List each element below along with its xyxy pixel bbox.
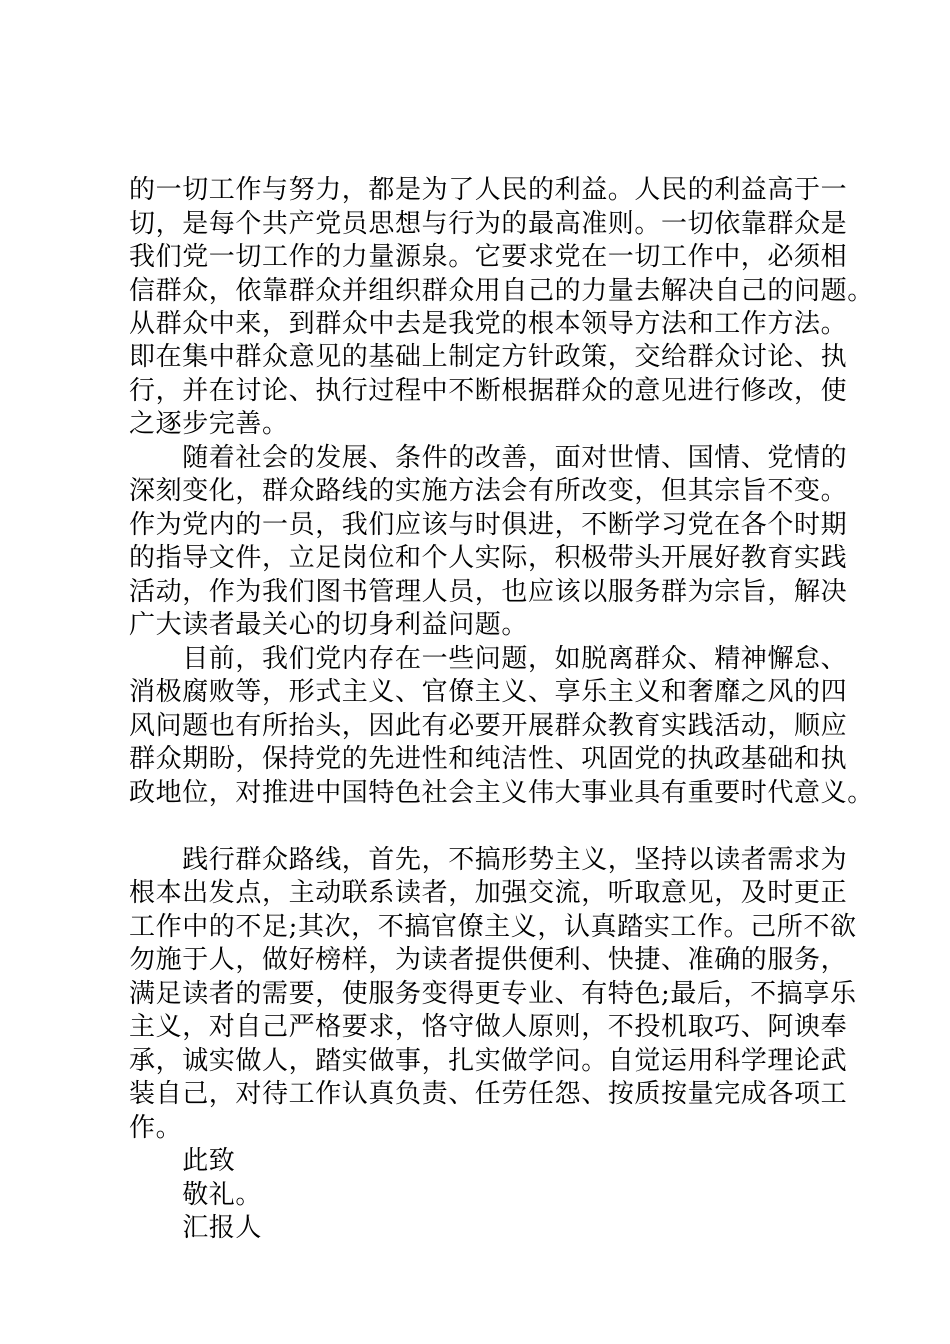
body-text-line: 群众期盼，保持党的先进性和纯洁性、巩固党的执政基础和执	[129, 744, 848, 774]
body-text-line: 作。	[129, 1113, 183, 1143]
body-text-line: 的指导文件，立足岗位和个人实际，积极带头开展好教育实践	[129, 543, 848, 573]
body-text-line: 满足读者的需要，使服务变得更专业、有特色;最后，不搞享乐	[129, 979, 857, 1009]
body-text-line: 主义，对自己严格要求，恪守做人原则，不投机取巧、阿谀奉	[129, 1012, 848, 1042]
closing-greeting: 敬礼。	[129, 1180, 263, 1210]
body-text-line: 信群众，依靠群众并组织群众用自己的力量去解决自己的问题。	[129, 276, 874, 306]
reporter-label: 汇报人	[129, 1213, 263, 1243]
body-text-line: 作为党内的一员，我们应该与时俱进，不断学习党在各个时期	[129, 510, 848, 540]
body-text-line: 的一切工作与努力，都是为了人民的利益。人民的利益高于一	[129, 175, 848, 205]
body-text-line: 随着社会的发展、条件的改善，面对世情、国情、党情的	[129, 443, 848, 473]
body-text-line: 深刻变化，群众路线的实施方法会有所改变，但其宗旨不变。	[129, 476, 848, 506]
body-text-line: 切，是每个共产党员思想与行为的最高准则。一切依靠群众是	[129, 209, 848, 239]
body-text-line: 广大读者最关心的切身利益问题。	[129, 610, 529, 640]
body-text-line: 消极腐败等，形式主义、官僚主义、享乐主义和奢靡之风的四	[129, 677, 848, 707]
body-text-line: 目前，我们党内存在一些问题，如脱离群众、精神懈怠、	[129, 644, 848, 674]
body-text-line: 勿施于人，做好榜样，为读者提供便利、快捷、准确的服务，	[129, 945, 848, 975]
closing-salutation: 此致	[129, 1146, 236, 1176]
body-text-line: 践行群众路线，首先，不搞形势主义，坚持以读者需求为	[129, 845, 848, 875]
body-text-line: 根本出发点，主动联系读者，加强交流，听取意见，及时更正	[129, 878, 848, 908]
body-text-line: 活动，作为我们图书管理人员，也应该以服务群为宗旨，解决	[129, 577, 848, 607]
body-text-line: 即在集中群众意见的基础上制定方针政策，交给群众讨论、执	[129, 342, 848, 372]
body-text-line: 从群众中来，到群众中去是我党的根本领导方法和工作方法。	[129, 309, 848, 339]
body-text-line: 我们党一切工作的力量源泉。它要求党在一切工作中，必须相	[129, 242, 848, 272]
body-text-line: 行，并在讨论、执行过程中不断根据群众的意见进行修改，使	[129, 376, 848, 406]
body-text-line: 承，诚实做人，踏实做事，扎实做学问。自觉运用科学理论武	[129, 1046, 848, 1076]
body-text-line: 装自己，对待工作认真负责、任劳任怨、按质按量完成各项工	[129, 1079, 848, 1109]
body-text-line: 政地位，对推进中国特色社会主义伟大事业具有重要时代意义。	[129, 778, 874, 808]
body-text-line: 风问题也有所抬头，因此有必要开展群众教育实践活动，顺应	[129, 711, 848, 741]
body-text-line: 之逐步完善。	[129, 409, 289, 439]
body-text-line: 工作中的不足;其次，不搞官僚主义，认真踏实工作。己所不欲	[129, 912, 857, 942]
